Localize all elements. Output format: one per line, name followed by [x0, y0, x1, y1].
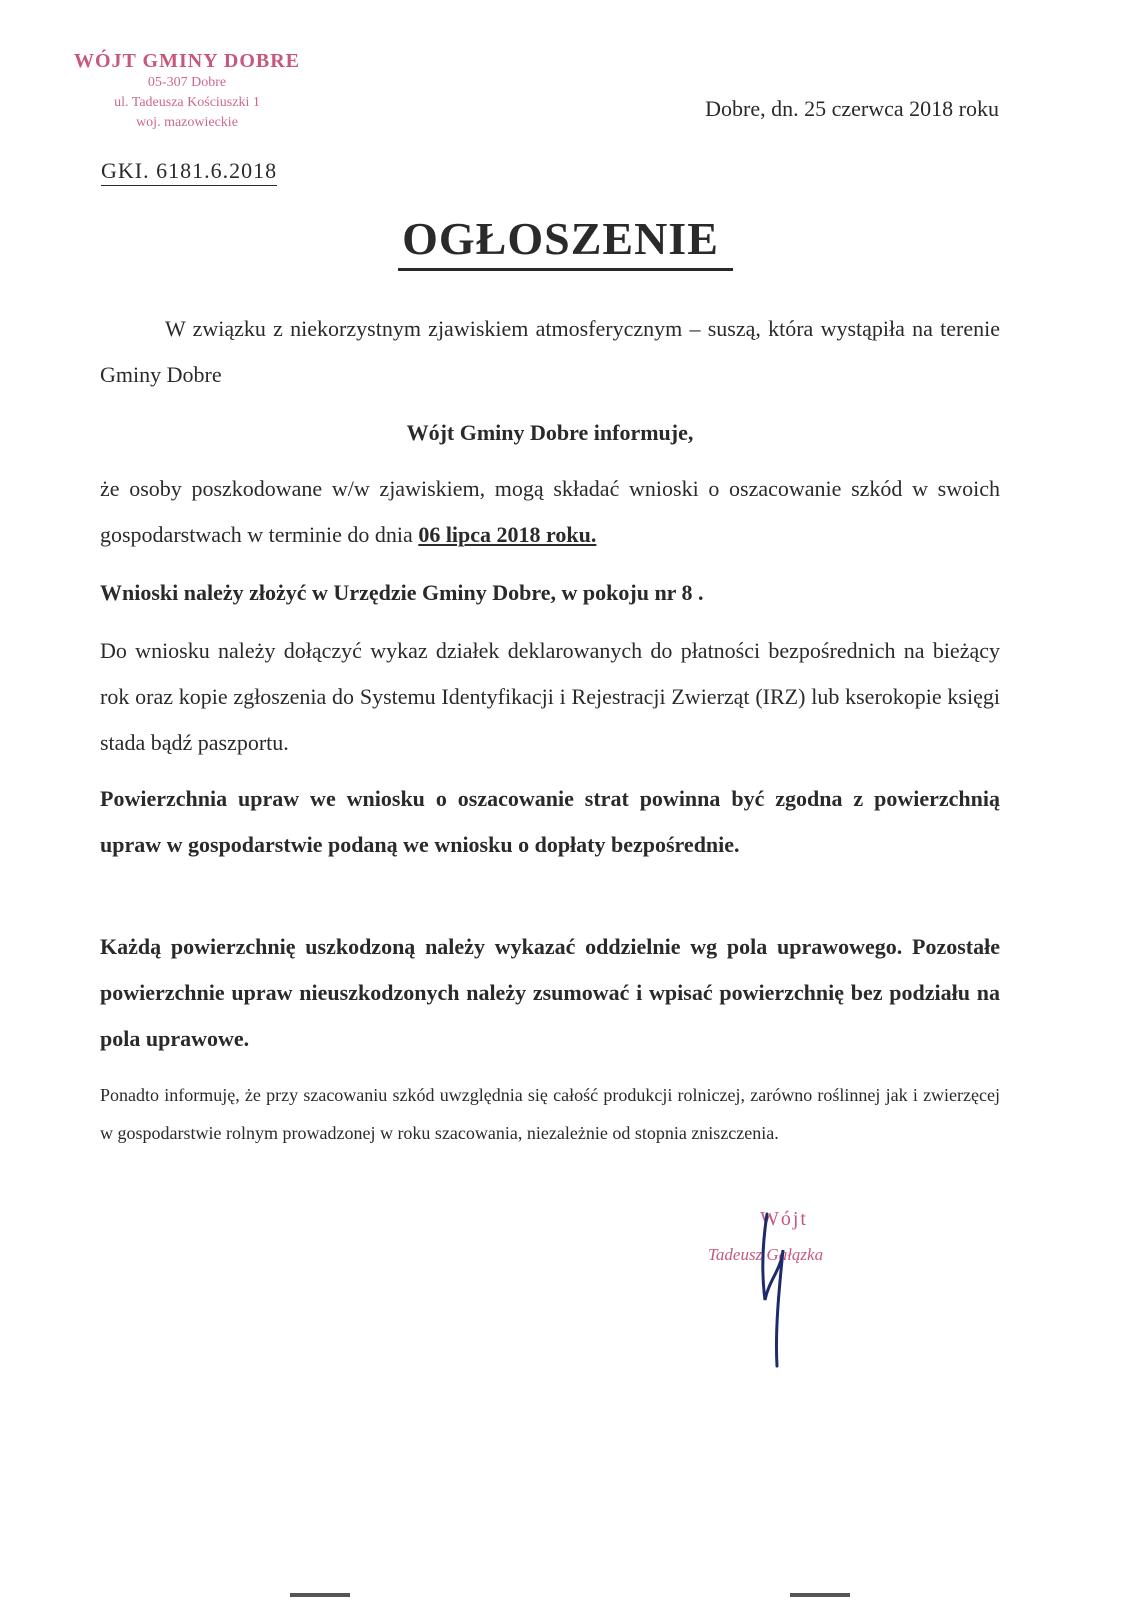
stamp-title: WÓJT GMINY DOBRE [73, 50, 301, 72]
deadline-block [100, 466, 1000, 558]
submit-paragraph [100, 570, 1000, 616]
office-stamp [62, 50, 312, 133]
submit-text: Wnioski należy złożyć w Urzędzie Gminy Dobre, w pokoju nr 8 . [100, 580, 704, 605]
note-paragraph [100, 1076, 1000, 1152]
separate-text: Każdą powierzchnię uszkodzoną należy wykazać oddzielnie wg pola uprawowego. Pozostałe powierzchnie upraw nieuszkodzonych należy zsumować i wpisać powierzchnię bez podziału na pola uprawowe. [100, 934, 1000, 1051]
separate-paragraph [100, 924, 1000, 1062]
intro-text: W związku z niekorzystnym zjawiskiem atmosferycznym – suszą, która wystąpiła na terenie Gminy Dobre [100, 316, 1000, 387]
stamp-street: ul. Tadeusza Kościuszki 1 [114, 95, 260, 110]
attachments-text: Do wniosku należy dołączyć wykaz działek deklarowanych do płatności bezpośrednich na bieżący rok oraz kopie zgłoszenia do Systemu Identyfikacji i Rejestracji Zwierząt (IRZ) lub kserokopie księgi stada bądź paszportu. [100, 638, 1000, 755]
attachments-paragraph [100, 628, 1000, 766]
note-text: Ponadto informuję, że przy szacowaniu szkód uwzględnia się całość produkcji rolniczej, zarówno roślinnej jak i zwierzęcej w gospodarstwie rolnym prowadzonej w roku szacowania, niezależnie od stopnia zniszczenia. [100, 1085, 1000, 1143]
announcement-title: OGŁOSZENIE [398, 213, 733, 271]
stamp-postal: 05-307 Dobre [147, 75, 227, 90]
area-text: Powierzchnia upraw we wniosku o oszacowanie strat powinna być zgodna z powierzchnią upraw w gospodarstwie podaną we wniosku o dopłaty bezpośrednie. [100, 786, 1000, 857]
signature-title: Wójt [760, 1208, 808, 1230]
deadline-paragraph [100, 466, 1000, 558]
reference-text: GKI. 6181.6.2018 [101, 158, 277, 186]
place-date: Dobre, dn. 25 czerwca 2018 roku [705, 96, 999, 121]
area-paragraph [100, 776, 1000, 868]
stamp-region: woj. mazowieckie [136, 115, 238, 130]
announcement-title-wrap [0, 212, 1131, 265]
informs-line [100, 410, 1000, 456]
signature-name: Tadeusz Gałązka [708, 1245, 824, 1264]
handwritten-signature-icon [745, 1210, 805, 1370]
scan-marks [0, 1590, 1131, 1600]
deadline-text: że osoby poszkodowane w/w zjawiskiem, mogą składać wnioski o oszacowanie szkód w swoich gospodarstwach w terminie do dnia [100, 476, 1000, 547]
deadline-date: 06 lipca 2018 roku. [418, 522, 597, 547]
informs-text: Wójt Gminy Dobre informuje, [406, 420, 694, 445]
intro-paragraph [100, 306, 1000, 398]
reference-number [101, 158, 277, 184]
